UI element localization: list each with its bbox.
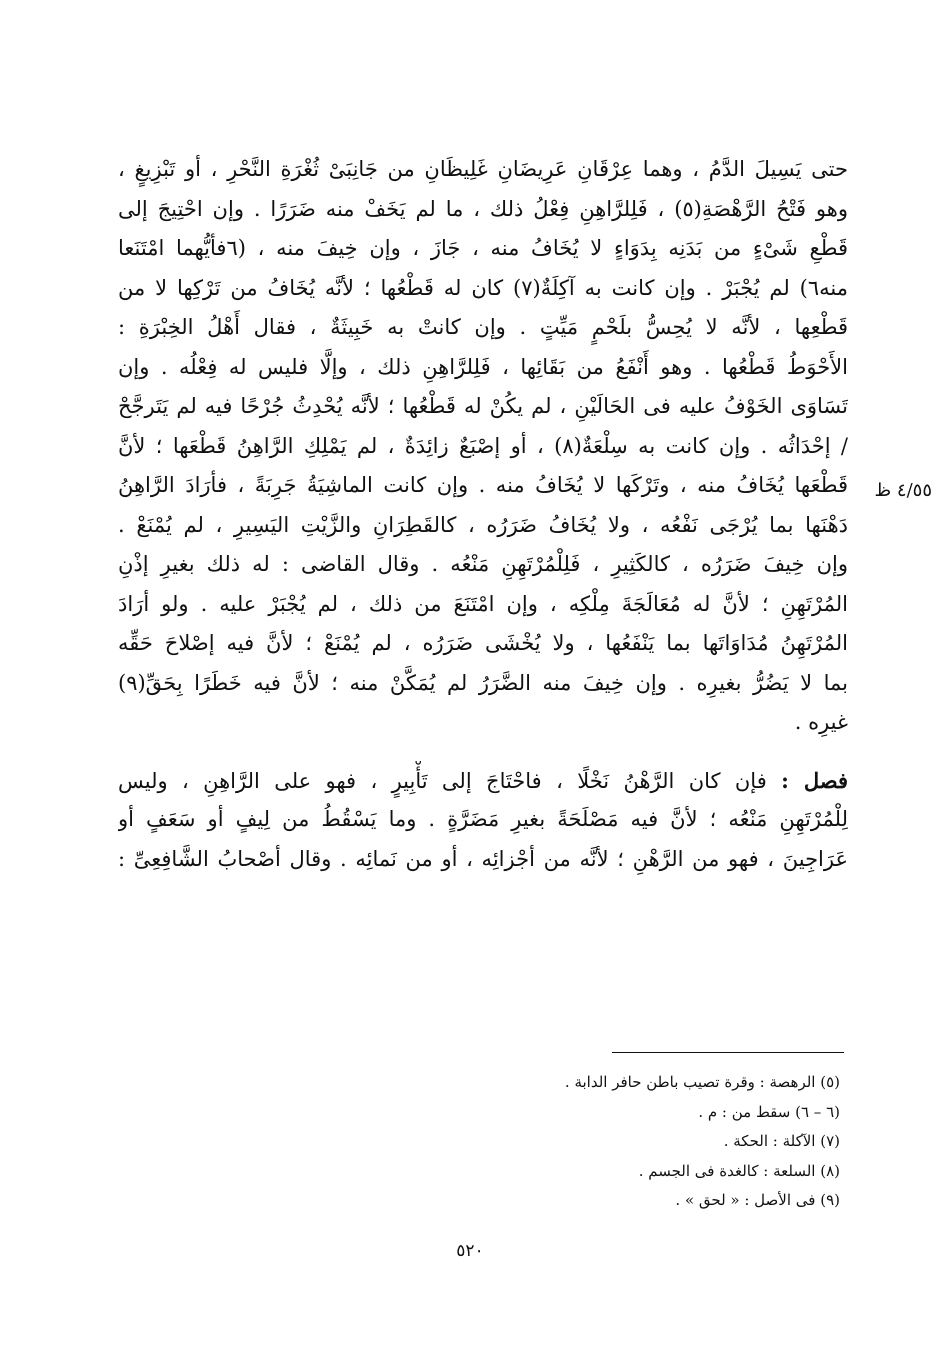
text-line: عَرَاجِينَ ، فهو من الرَّهْنِ ؛ لأنَّه من أجْزائِه ، أو من نَمائِه . وقال أصْحابُ الشَّافِعِىِّ : [118, 846, 848, 871]
margin-reference: ٤/٥٥ ظ [874, 480, 932, 501]
footnote-divider [612, 1052, 844, 1053]
footnote: (٥) الرهصة : وقرة تصيب باطن حافر الدابة . [564, 1073, 840, 1091]
footnote: (٨) السلعة : كالغدة فى الجسم . [638, 1161, 840, 1180]
text-line: وهو فَتْحُ الرَّهْصَةِ(٥) ، فَلِلرَّاهِنِ فِعْلُ ذلك ، ما لم يَخَفْ منه ضَرَرًا . وإن احْتِيجَ إلى [118, 196, 848, 221]
footnote: (٧) الآكلة : الحكة . [723, 1132, 840, 1150]
text-line [118, 761, 848, 801]
text-line: الأَحْوَطُ قَطْعُها . وهو أَنْفَعُ من بَقَائِها ، فَلِلرَّاهِنِ ذلك ، وإلَّا فليس له فِعْلُه . وإن [118, 354, 848, 379]
text-line: حتى يَسِيلَ الدَّمُ ، وهما عِرْقَانِ عَرِيضَانِ غَلِيظَانِ من جَانِبَىْ ثُغْرَةِ النَّحْرِ ، أو تَبْزِيغٍ ، [118, 157, 848, 181]
paragraph-gap [118, 743, 848, 761]
footnote: (٩) فى الأصل : « لحق » . [675, 1191, 840, 1209]
text-line: المُرْتَهِنِ ؛ لأنَّ له مُعَالَجَةَ مِلْكِه ، وإن امْتَنَعَ من ذلك ، لم يُجْبَرْ عليه . ولو أرَادَ [118, 591, 848, 616]
footnotes [200, 1068, 840, 1216]
text-line: قَطْعِ شَىْءٍ من بَدَنِه بِدَوَاءٍ لا يُخَافُ منه ، جَازَ ، وإن خِيفَ منه ، (٦فأيُّهما امْتَنَعا [118, 236, 848, 260]
text-span: فإن كان الرَّهْنُ نَخْلًا ، فاحْتَاجَ إلى تَأْبِيرٍ ، فهو على الرَّاهِنِ ، وليس [118, 768, 767, 793]
text-line: وإن خِيفَ ضَرَرُه ، كالكَثِيرِ ، فَلِلْمُرْتَهِنِ مَنْعُه . وقال القاضى : له ذلك بغيرِ إذْنِ [118, 552, 848, 576]
text-line: قَطْعِها ، لأنَّه لا يُحِسُّ بلَحْمٍ مَيِّتٍ . وإن كانتْ به خَبِيثَةٌ ، فقال أَهْلُ الخِبْرَةِ : [118, 315, 848, 339]
text-line: غيرِه . [794, 710, 848, 734]
text-line: بما لا يَضُرُّ بغيرِه . وإن خِيفَ منه الضَّرَرُ لم يُمَكَّنْ منه ؛ لأنَّ فيه خَطَرًا بِحَقِّ(٩) [118, 670, 848, 695]
main-text [118, 150, 848, 879]
text-line: قَطْعَها يُخَافُ منه ، وتَرْكَها لا يُخَافُ منه . وإن كانت الماشِيَةُ جَرِبَةً ، فأرَادَ الرَّاهِنُ [118, 473, 848, 497]
text-line: تَسَاوَى الخَوْفُ عليه فى الحَالَيْنِ ، لم يكُنْ له قَطْعُها ؛ لأنَّه يُحْدِثُ جُرْحًا فيه لم يَتَرجَّحْ [118, 394, 848, 418]
section-label: فصل : [781, 767, 848, 793]
text-line: دَهْنَها بما يُرْجَى نَفْعُه ، ولا يُخَافُ ضَرَرُه ، كالقَطِرَانِ والزَّيْتِ اليَسِيرِ ، لم يُمْنَعْ . [118, 512, 848, 537]
footnote: (٦ – ٦) سقط من : م . [698, 1102, 840, 1121]
text-line: المُرْتَهِنُ مُدَاوَاتَها بما يَنْفَعُها ، ولا يُخْشَى ضَرَرُه ، لم يُمْنَعْ ؛ لأنَّ فيه إصْلاحَ حَقِّه [118, 631, 848, 655]
text-line: لِلْمُرْتَهِنِ مَنْعُه ؛ لأنَّ فيه مَصْلَحَةً بغيرِ مَضَرَّةٍ . وما يَسْقُطُ من لِيفٍ أو سَعَفٍ أو [118, 807, 848, 831]
text-line: منه٦) لم يُجْبَرْ . وإن كانت به آكِلَةٌ(٧) كان له قَطْعُها ؛ لأنَّه يُخَافُ من تَرْكِها لا من [118, 275, 848, 300]
page-number: ٥٢٠ [456, 1241, 484, 1261]
text-line: / إحْدَاثُه . وإن كانت به سِلْعَةٌ(٨) ، أو إصْبَعٌ زائِدَةٌ ، لم يَمْلِكِ الرَّاهِنُ قَطْعَها ؛ لأنَّ [118, 433, 848, 458]
